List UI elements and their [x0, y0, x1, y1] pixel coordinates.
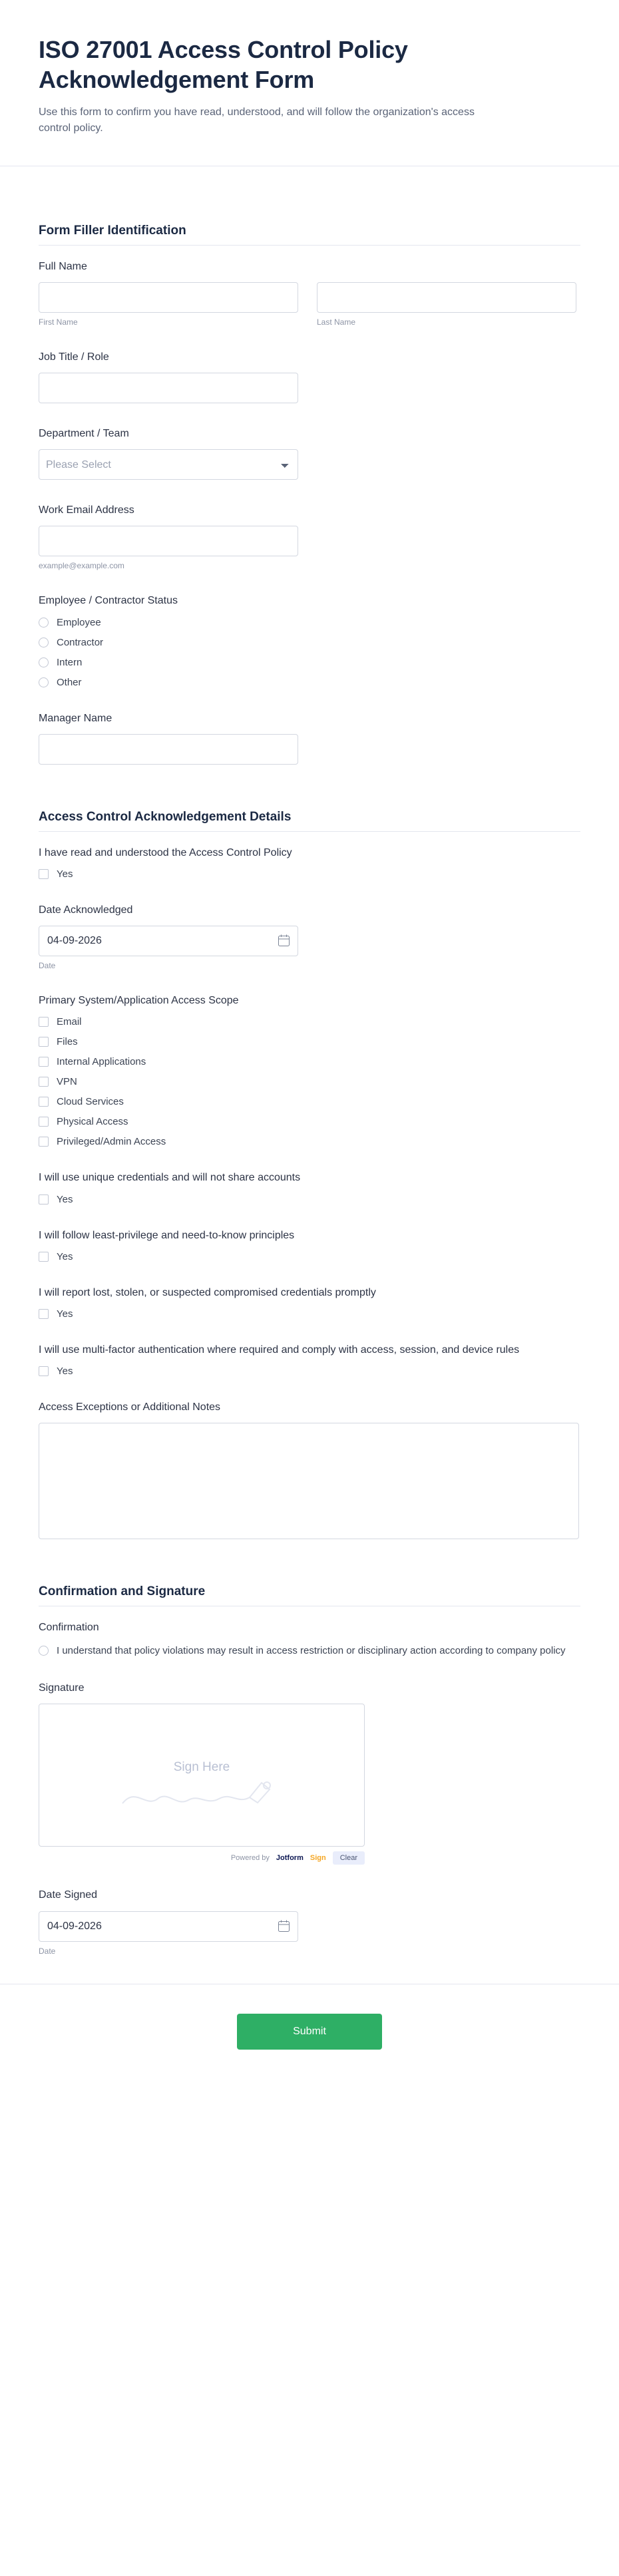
date-acknowledged-input[interactable]	[39, 926, 298, 956]
checkbox-option-vpn[interactable]	[39, 1076, 580, 1087]
section-form-filler-identification	[39, 201, 580, 765]
manager-name-label: Manager Name	[39, 712, 112, 724]
field-confirmation	[39, 1620, 580, 1658]
field-work-email	[39, 502, 580, 570]
radio-label: Other	[57, 676, 82, 688]
checkbox-option-files[interactable]	[39, 1036, 580, 1047]
radio-icon[interactable]	[39, 618, 49, 628]
radio-option-confirmation[interactable]	[39, 1644, 580, 1658]
checkbox-icon[interactable]	[39, 1057, 49, 1067]
unique-credentials-label: I will use unique credentials and will not share accounts	[39, 1172, 301, 1184]
page-title: ISO 27001 Access Control Policy Acknowledgement Form	[39, 36, 408, 94]
checkbox-option-unique-credentials-yes[interactable]	[39, 1194, 580, 1205]
submit-area	[0, 1984, 619, 2088]
signature-placeholder: Sign Here	[173, 1760, 230, 1775]
first-name-column	[39, 282, 298, 327]
field-report-credentials	[39, 1285, 580, 1320]
section-heading-acknowledgement: Access Control Acknowledgement Details	[39, 809, 292, 824]
checkbox-label: Yes	[57, 1366, 73, 1378]
checkbox-icon[interactable]	[39, 1252, 49, 1262]
job-title-label: Job Title / Role	[39, 351, 109, 363]
last-name-column	[317, 282, 576, 327]
checkbox-option-physical-access[interactable]	[39, 1116, 580, 1127]
section-heading-confirmation: Confirmation and Signature	[39, 1584, 206, 1599]
page-subtitle: Use this form to confirm you have read, understood, and will follow the organization's access control policy.	[39, 106, 475, 134]
checkbox-icon[interactable]	[39, 1309, 49, 1319]
checkbox-label: Yes	[57, 1308, 73, 1320]
radio-option-contractor[interactable]	[39, 637, 580, 648]
section-access-control-acknowledgement	[39, 787, 580, 1540]
signature-scribble-icon	[119, 1773, 286, 1813]
field-date-signed	[39, 1887, 580, 1955]
sign-brand: Sign	[310, 1854, 326, 1863]
read-policy-label: I have read and understood the Access Control Policy	[39, 846, 292, 858]
checkbox-option-least-privilege-yes[interactable]	[39, 1251, 580, 1262]
checkbox-label: Cloud Services	[57, 1096, 124, 1108]
field-date-acknowledged	[39, 902, 580, 970]
last-name-sublabel: Last Name	[317, 317, 356, 327]
date-signed-input[interactable]	[39, 1911, 298, 1942]
radio-icon[interactable]	[39, 638, 49, 647]
checkbox-icon[interactable]	[39, 869, 49, 879]
checkbox-label: Physical Access	[57, 1116, 128, 1128]
jotform-brand: Jotform	[276, 1854, 304, 1863]
field-mfa	[39, 1342, 580, 1377]
field-department	[39, 426, 580, 480]
radio-label: Contractor	[57, 636, 104, 648]
submit-button[interactable]: Submit	[237, 2014, 382, 2050]
department-label: Department / Team	[39, 428, 129, 440]
powered-by-label: Powered by	[230, 1854, 270, 1863]
radio-icon[interactable]	[39, 1646, 49, 1656]
radio-label: Intern	[57, 656, 83, 668]
checkbox-icon[interactable]	[39, 1137, 49, 1147]
radio-option-employee[interactable]	[39, 617, 580, 628]
field-least-privilege	[39, 1228, 580, 1262]
notes-textarea[interactable]	[39, 1423, 579, 1539]
checkbox-icon[interactable]	[39, 1077, 49, 1087]
checkbox-option-privileged-admin-access[interactable]	[39, 1136, 580, 1147]
job-title-input[interactable]	[39, 373, 298, 403]
last-name-input[interactable]	[317, 282, 576, 313]
signature-pad[interactable]	[39, 1704, 365, 1847]
checkbox-label: Internal Applications	[57, 1056, 146, 1068]
section-heading-identification: Form Filler Identification	[39, 223, 186, 238]
checkbox-label: Privileged/Admin Access	[57, 1136, 166, 1148]
field-job-title	[39, 349, 580, 403]
field-signature	[39, 1680, 580, 1865]
section-rule	[39, 245, 580, 246]
checkbox-label: Files	[57, 1036, 78, 1048]
confirmation-label: Confirmation	[39, 1622, 99, 1634]
radio-icon[interactable]	[39, 677, 49, 687]
field-access-scope	[39, 993, 580, 1147]
work-email-label: Work Email Address	[39, 504, 134, 516]
department-select[interactable]	[39, 449, 298, 480]
checkbox-option-read-policy-yes[interactable]	[39, 868, 580, 880]
field-notes	[39, 1399, 580, 1539]
full-name-label: Full Name	[39, 260, 87, 272]
radio-icon[interactable]	[39, 657, 49, 667]
checkbox-icon[interactable]	[39, 1097, 49, 1107]
signature-label: Signature	[39, 1682, 85, 1694]
section-confirmation-and-signature	[39, 1562, 580, 1955]
first-name-sublabel: First Name	[39, 317, 78, 327]
checkbox-option-cloud-services[interactable]	[39, 1096, 580, 1107]
checkbox-label: Yes	[57, 1250, 73, 1262]
checkbox-label: Email	[57, 1016, 82, 1028]
checkbox-option-report-credentials-yes[interactable]	[39, 1308, 580, 1320]
first-name-input[interactable]	[39, 282, 298, 313]
access-scope-label: Primary System/Application Access Scope	[39, 995, 239, 1007]
checkbox-icon[interactable]	[39, 1037, 49, 1047]
manager-name-input[interactable]	[39, 734, 298, 765]
signature-footer	[39, 1851, 365, 1865]
report-credentials-label: I will report lost, stolen, or suspected compromised credentials promptly	[39, 1286, 376, 1298]
checkbox-option-email[interactable]	[39, 1016, 580, 1027]
field-employee-status	[39, 593, 580, 687]
work-email-sublabel: example@example.com	[39, 561, 124, 571]
checkbox-option-internal-applications[interactable]	[39, 1056, 580, 1067]
employee-status-label: Employee / Contractor Status	[39, 595, 178, 607]
field-manager-name	[39, 711, 580, 765]
radio-label: Employee	[57, 616, 101, 628]
radio-option-other[interactable]	[39, 677, 580, 688]
field-unique-credentials	[39, 1170, 580, 1204]
checkbox-label: Yes	[57, 1193, 73, 1205]
checkbox-label: VPN	[57, 1076, 77, 1088]
field-full-name	[39, 259, 580, 327]
checkbox-icon[interactable]	[39, 1017, 49, 1027]
date-signed-sublabel: Date	[39, 1946, 56, 1956]
date-acknowledged-sublabel: Date	[39, 961, 56, 971]
date-acknowledged-label: Date Acknowledged	[39, 904, 133, 916]
checkbox-icon[interactable]	[39, 1195, 49, 1204]
work-email-input[interactable]	[39, 526, 298, 556]
date-signed-label: Date Signed	[39, 1889, 98, 1901]
checkbox-icon[interactable]	[39, 1117, 49, 1127]
radio-option-intern[interactable]	[39, 657, 580, 668]
checkbox-icon[interactable]	[39, 1366, 49, 1376]
field-read-policy	[39, 845, 580, 880]
least-privilege-label: I will follow least-privilege and need-to-know principles	[39, 1229, 295, 1241]
confirmation-option-label: I understand that policy violations may result in access restriction or disciplinary action according to company policy	[57, 1644, 566, 1656]
section-rule	[39, 831, 580, 832]
mfa-label: I will use multi-factor authentication where required and comply with access, session, and device rules	[39, 1344, 520, 1356]
clear-signature-button[interactable]: Clear	[333, 1851, 365, 1865]
checkbox-label: Yes	[57, 868, 73, 880]
checkbox-option-mfa-yes[interactable]	[39, 1366, 580, 1377]
notes-label: Access Exceptions or Additional Notes	[39, 1401, 221, 1413]
